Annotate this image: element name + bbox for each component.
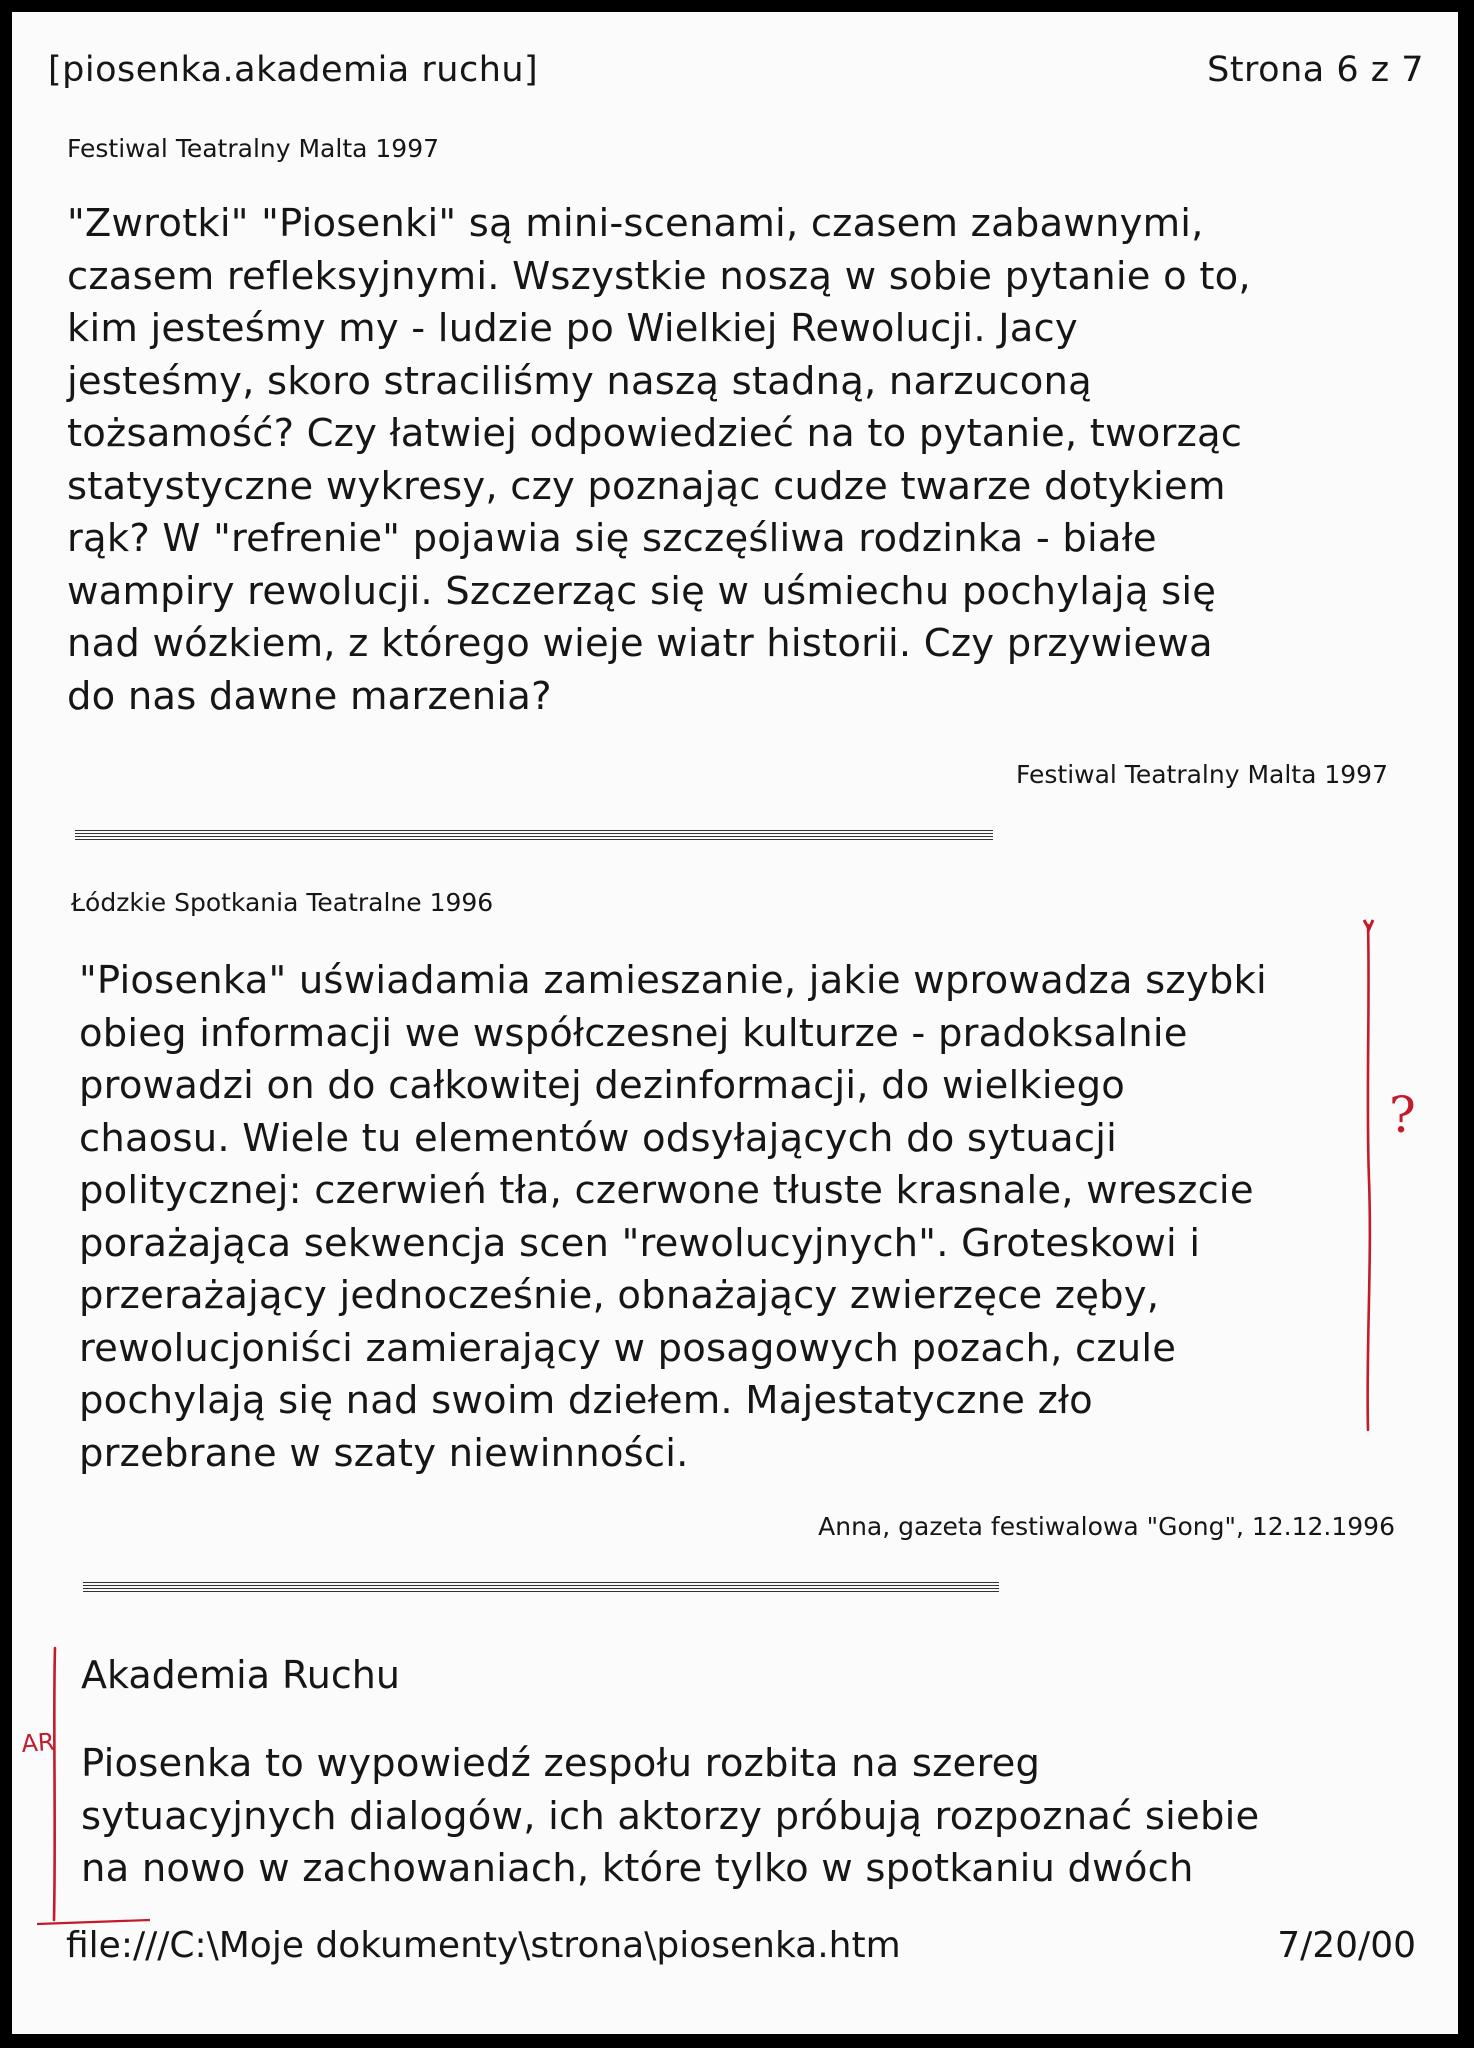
footer-date: 7/20/00 [1277,1925,1416,1966]
text-line: "Zwrotki" "Piosenki" są mini-scenami, czasem zabawnymi, [67,201,1204,246]
text-line: pochylają się nad swoim dziełem. Majestatyczne zło [79,1378,1093,1423]
section-label-lodz: Łódzkie Spotkania Teatralne 1996 [71,888,494,917]
text-line: "Piosenka" uświadamia zamieszanie, jakie wprowadza szybki [79,958,1267,1003]
text-line: do nas dawne marzenia? [67,673,552,719]
text-line: nad wózkiem, z którego wieje wiatr historii. Czy przywiewa [67,621,1213,666]
question-mark-annotation: ? [1389,1086,1416,1144]
source-citation-lodz: Anna, gazeta festiwalowa "Gong", 12.12.1996 [818,1512,1395,1541]
text-line: jesteśmy, skoro straciliśmy naszą stadną, narzuconą [67,358,1092,404]
text-line: Piosenka to wypowiedź zespołu rozbita na szereg [81,1741,1041,1786]
left-margin-bracket-line [54,1648,55,1920]
section-label-malta: Festiwal Teatralny Malta 1997 [67,134,440,163]
header-page-number: Strona 6 z 7 [1207,50,1424,90]
text-line: czasem refleksyjnymi. Wszystkie noszą w sobie pytanie o to, [67,253,1251,299]
text-line: chaosu. Wiele tu elementów odsyłających do sytuacji [79,1115,1117,1161]
text-line: politycznej: czerwień tła, czerwone tłuste krasnale, wreszcie [79,1168,1254,1213]
text-line: kim jesteśmy my - ludzie po Wielkiej Rewolucji. Jacy [67,306,1078,351]
source-citation-malta: Festiwal Teatralny Malta 1997 [1015,760,1388,789]
margin-bracket-line [1368,925,1370,1430]
section-heading-akademia: Akademia Ruchu [81,1653,400,1697]
text-line: tożsamość? Czy łatwiej odpowiedzieć na to pytanie, tworząc [67,411,1243,456]
text-line: sytuacyjnych dialogów, ich aktorzy próbują rozpoznać siebie [81,1793,1260,1839]
text-line: porażająca sekwencja scen "rewolucyjnych". Groteskowi i [79,1220,1201,1266]
footer-file-path: file:///C:\Moje dokumenty\strona\piosenka.htm [66,1925,901,1966]
text-line: na nowo w zachowaniach, które tylko w spotkaniu dwóch [81,1846,1194,1891]
text-line: obieg informacji we współczesnej kulturze - pradoksalnie [79,1010,1188,1056]
margin-initials-annotation: AR [20,1727,56,1758]
text-line: rewolucjoniści zamierający w posagowych pozach, czule [79,1325,1177,1371]
text-line: prowadzi on do całkowitej dezinformacji, do wielkiego [79,1063,1126,1108]
text-line: wampiry rewolucji. Szczerząc się w uśmiechu pochylają się [67,568,1217,614]
text-line: rąk? W "refrenie" pojawia się szczęśliwa rodzinka - białe [67,516,1157,561]
text-line: statystyczne wykresy, czy poznając cudze twarze dotykiem [67,463,1226,509]
text-line: przerażający jednocześnie, obnażający zwierzęce zęby, [79,1273,1160,1318]
text-line: przebrane w szaty niewinności. [79,1430,689,1476]
header-site-title: [piosenka.akademia ruchu] [48,50,539,90]
